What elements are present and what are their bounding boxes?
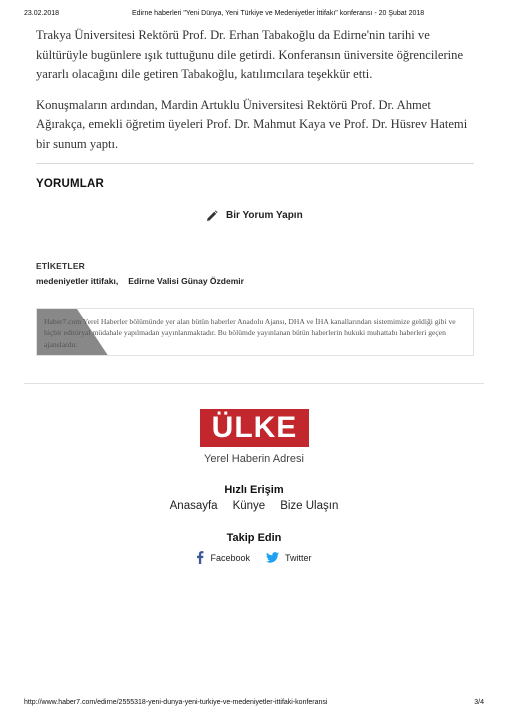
pencil-icon: [206, 209, 218, 221]
twitter-label: Twitter: [285, 552, 312, 563]
disclaimer-box: [36, 308, 474, 356]
print-date: 23.02.2018: [24, 10, 60, 17]
twitter-link[interactable]: [266, 551, 312, 564]
logo-text: ÜLKE: [211, 411, 298, 444]
twitter-icon: [266, 552, 279, 563]
tag-link[interactable]: Edirne Valisi Günay Özdemir: [128, 276, 244, 286]
tags-heading: ETİKETLER: [36, 261, 86, 271]
print-url: http://www.haber7.com/edirne/2555318-yeni-dunya-yeni-turkiye-ve-medeniyetler-ittifaki-konferansi: [24, 699, 328, 706]
site-tagline: Yerel Haberin Adresi: [204, 453, 304, 465]
footer-divider: [24, 383, 484, 384]
tag-link[interactable]: medeniyetler ittifakı,: [36, 276, 119, 286]
facebook-link[interactable]: [196, 551, 250, 564]
quick-access-links: [0, 500, 508, 512]
site-logo[interactable]: [200, 409, 309, 447]
facebook-label: Facebook: [210, 552, 250, 563]
quick-access-title: Hızlı Erişim: [224, 484, 284, 496]
disclaimer-text: Haber7.com Yerel Haberler bölümünde yer alan bütün haberler Anadolu Ajansı, DHA ve İHA kanallarından sistemimize geldiği gibi ve hiçbir editöryal müdahale yapılmadan yayınlanmaktadır. Bu bölümde yayınlanan bütün haberlerin hukuki muhattabı haberleri geçen ajanslardır.: [44, 317, 456, 349]
facebook-icon: [196, 551, 204, 564]
print-footer: [24, 699, 484, 711]
article-paragraph: Trakya Üniversitesi Rektörü Prof. Dr. Erhan Tabakoğlu da Edirne'nin tarihi ve kültürüyle bugünlere ışık tuttuğunu dile getirdi. Konferansın üniversite öğrencilerine yararlı olacağını dile getiren Tabakoğlu, katılımcılara teşekkür etti.: [36, 28, 464, 81]
write-comment-label: Bir Yorum Yapın: [226, 209, 303, 221]
nav-link-contact[interactable]: Bize Ulaşın: [280, 500, 339, 512]
comments-heading: YORUMLAR: [36, 178, 105, 190]
article-body: [36, 26, 474, 165]
tag-list: [36, 276, 244, 286]
print-header: [24, 10, 484, 22]
section-divider: [36, 163, 474, 164]
nav-link-home[interactable]: Anasayfa: [169, 500, 218, 512]
write-comment-button[interactable]: [206, 209, 303, 221]
page-number: 3/4: [474, 699, 484, 706]
article-paragraph: Konuşmaların ardından, Mardin Artuklu Üniversitesi Rektörü Prof. Dr. Ahmet Ağırakça, emekli öğretim üyeleri Prof. Dr. Mahmut Kaya ve Prof. Dr. Hüsrev Hatemi bir sunum yaptı.: [36, 97, 468, 151]
social-links: [0, 551, 508, 564]
follow-title: Takip Edin: [226, 532, 282, 544]
nav-link-imprint[interactable]: Künye: [232, 500, 266, 512]
print-document-title: Edirne haberleri "Yeni Dünya, Yeni Türkiye ve Medeniyetler İttifakı" konferansı - 20 Şubat 2018: [132, 10, 425, 17]
